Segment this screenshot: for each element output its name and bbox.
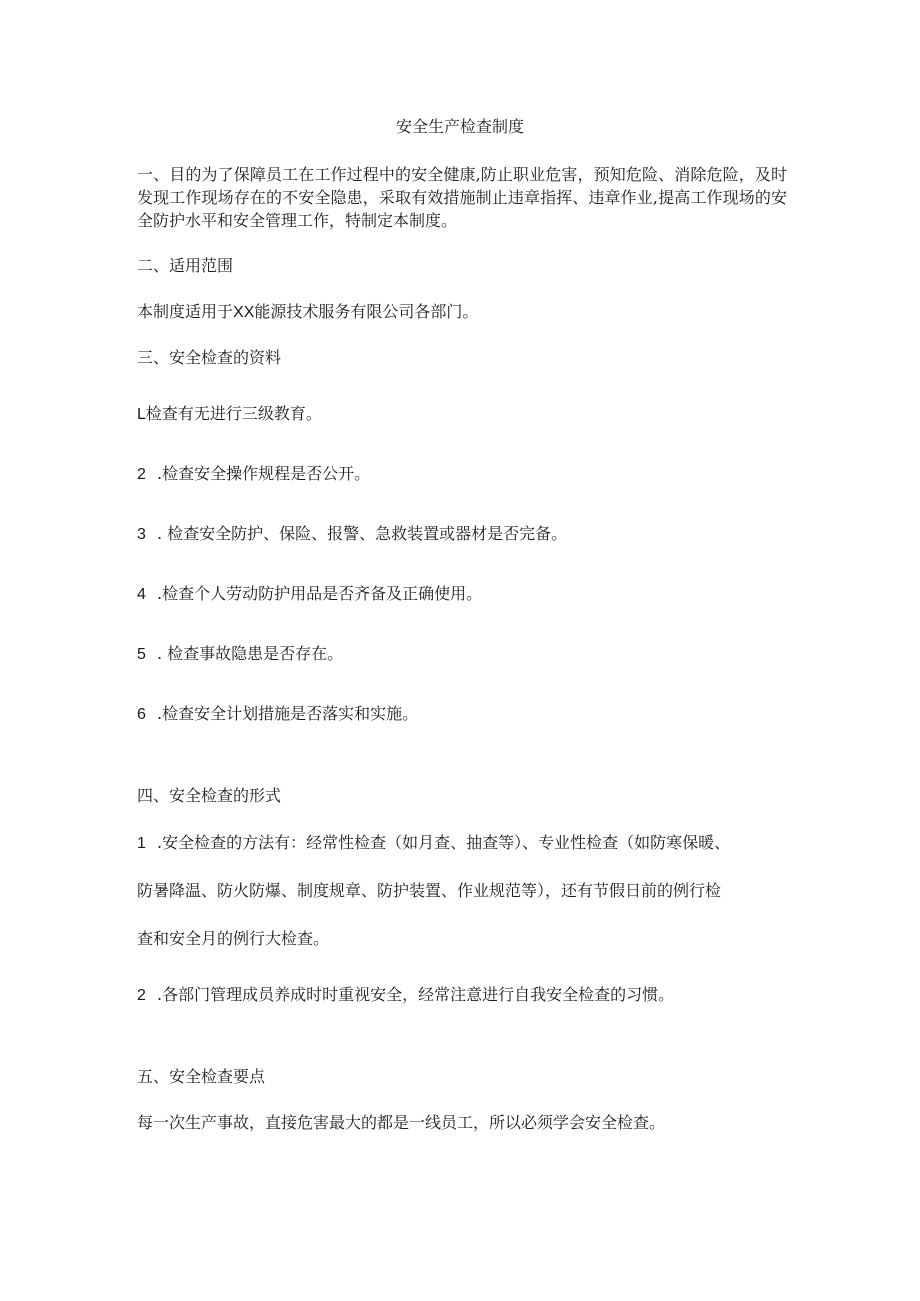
section3-heading: 三、安全检查的资料 bbox=[137, 348, 282, 367]
document-title: 安全生产检查制度 bbox=[395, 117, 524, 136]
item-number: 4 bbox=[137, 586, 146, 603]
section4-item1-line3: 查和安全月的例行大检查。 bbox=[137, 929, 330, 948]
item-text: . 检查事故隐患是否存在。 bbox=[157, 644, 344, 663]
item-number: 6 bbox=[137, 706, 146, 723]
item-text: 检查有无进行三级教育。 bbox=[145, 404, 322, 423]
section3-item bbox=[137, 523, 567, 546]
section2-text-before: 本制度适用于 bbox=[137, 302, 234, 321]
item-text: .检查安全操作规程是否公开。 bbox=[157, 464, 371, 483]
section2-text bbox=[137, 301, 478, 324]
item-number: 1 bbox=[137, 835, 146, 852]
section3-item bbox=[137, 463, 370, 486]
section5-heading: 五、安全检查要点 bbox=[137, 1067, 266, 1086]
section4-item1-line2: 防暑降温、防火防爆、制度规章、防护装置、作业规范等），还有节假日前的例行检 bbox=[137, 881, 722, 900]
section5-text: 每一次生产事故，直接危害最大的都是一线员工，所以必须学会安全检查。 bbox=[137, 1113, 666, 1132]
item-text: . 检查安全防护、保险、报警、急救装置或器材是否完备。 bbox=[157, 524, 568, 543]
item-text: .检查个人劳动防护用品是否齐备及正确使用。 bbox=[157, 584, 483, 603]
section3-item bbox=[137, 403, 322, 426]
item-text: .安全检查的方法有：经常性检查（如月查、抽查等）、专业性检查（如防寒保暖、 bbox=[157, 833, 731, 852]
item-text: .各部门管理成员养成时时重视安全，经常注意进行自我安全检查的习惯。 bbox=[157, 985, 675, 1004]
item-number: 3 bbox=[137, 526, 146, 543]
item-number: 5 bbox=[137, 646, 146, 663]
section2-heading: 二、适用范围 bbox=[137, 256, 234, 275]
section1-paragraph: 一、目的为了保障员工在工作过程中的安全健康,防止职业危害，预知危险、消除危险，及时发现工作现场存在的不安全隐患，采取有效措施制止违章指挥、违章作业,提高工作现场的安全防护水平和安全管理工作，特制定本制度。 bbox=[137, 165, 787, 230]
item-text: .检查安全计划措施是否落实和实施。 bbox=[157, 704, 419, 723]
company-code: XX bbox=[233, 304, 255, 321]
section3-item bbox=[137, 583, 482, 606]
section4-heading: 四、安全检查的形式 bbox=[137, 786, 282, 805]
section3-item bbox=[137, 703, 418, 726]
section3-item bbox=[137, 643, 343, 666]
item-number: 2 bbox=[137, 466, 146, 483]
section4-item1-line1 bbox=[137, 832, 730, 855]
item-number: 2 bbox=[137, 987, 146, 1004]
item-number: L bbox=[137, 406, 146, 423]
section2-text-after: 能源技术服务有限公司各部门。 bbox=[254, 302, 479, 321]
section4-item2 bbox=[137, 984, 674, 1007]
